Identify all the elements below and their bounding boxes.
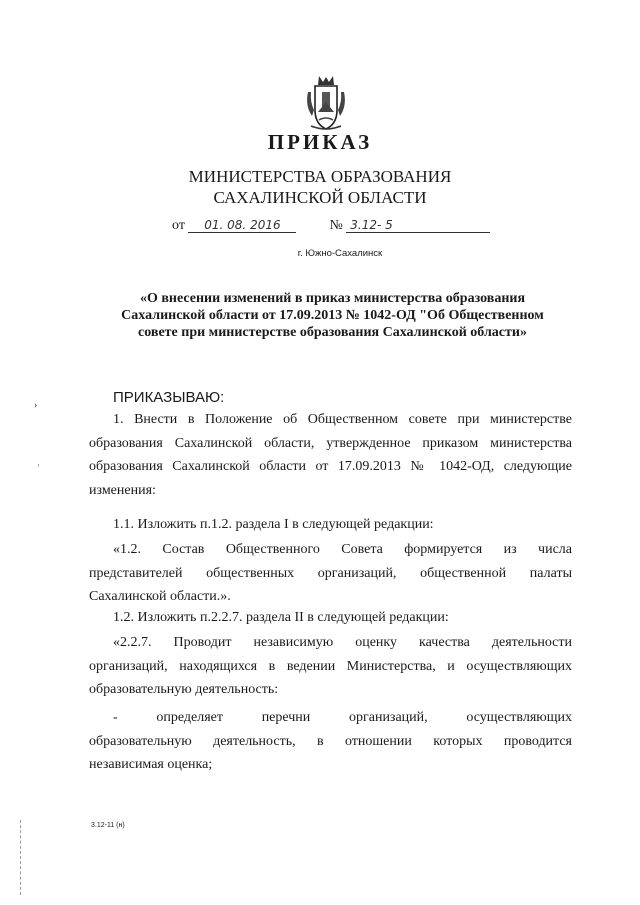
text-line: изменения: [89, 482, 156, 498]
order-directive: ПРИКАЗЫВАЮ: [113, 389, 225, 406]
ministry-name-line2: САХАЛИНСКОЙ ОБЛАСТИ [213, 188, 427, 207]
date-number-line [172, 218, 490, 234]
number-field: 3.12- 5 [346, 218, 490, 233]
subject-line: Сахалинской области от 17.09.2013 № 1042-ОД "Об Общественном [121, 308, 544, 323]
text-line: образования Сахалинской области, утвержденное приказом министерства [89, 435, 572, 451]
paragraph-list-item [89, 706, 572, 777]
text-line: образовательную деятельность, в отношении которых проводится [89, 733, 572, 749]
form-code: 3.12-11 (н) [91, 822, 125, 829]
scan-edge [20, 820, 22, 895]
coat-of-arms-icon [303, 72, 349, 132]
text-line: представителей общественных организаций, общественной палаты [89, 565, 572, 581]
order-subject [100, 290, 565, 341]
paragraph-quote-2-2-7 [89, 631, 572, 702]
document-title: ПРИКАЗ [267, 130, 373, 154]
text-line: организаций, находящихся в ведении Министерства, и осуществляющих [89, 658, 572, 674]
scan-mark: › [34, 400, 38, 411]
paragraph-quote-1-2 [89, 538, 572, 609]
text-line: Сахалинской области.». [89, 589, 231, 604]
ministry-name-line1: МИНИСТЕРСТВА ОБРАЗОВАНИЯ [188, 167, 452, 186]
date-field: 01. 08. 2016 [188, 218, 296, 233]
paragraph-1-2 [89, 606, 572, 630]
text-line: - определяет перечни организаций, осуществляющих [113, 710, 572, 725]
text-line: 1.1. Изложить п.1.2. раздела I в следующей редакции: [113, 517, 434, 532]
text-line: образования Сахалинской области от 17.09.2013 № 1042-ОД, следующие [89, 459, 572, 474]
text-line: независимая оценка; [89, 757, 213, 772]
text-line: 1.2. Изложить п.2.2.7. раздела II в следующей редакции: [113, 610, 449, 625]
subject-line: «О внесении изменений в приказ министерства образования [139, 291, 526, 306]
scan-mark: ' [38, 463, 40, 472]
text-line: «2.2.7. Проводит независимую оценку качества деятельности [113, 635, 572, 650]
date-label: от [172, 218, 185, 233]
subject-line: совете при министерстве образования Сахалинской области» [138, 325, 527, 340]
number-label: № [329, 218, 343, 233]
city-name: г. Южно-Сахалинск [297, 248, 383, 259]
paragraph-1-1 [89, 513, 572, 537]
text-line: образовательную деятельность: [89, 682, 279, 697]
paragraph-1 [89, 408, 572, 502]
text-line: 1. Внести в Положение об Общественном совете при министерстве [113, 412, 572, 427]
text-line: «1.2. Состав Общественного Совета формируется из числа [113, 542, 572, 557]
